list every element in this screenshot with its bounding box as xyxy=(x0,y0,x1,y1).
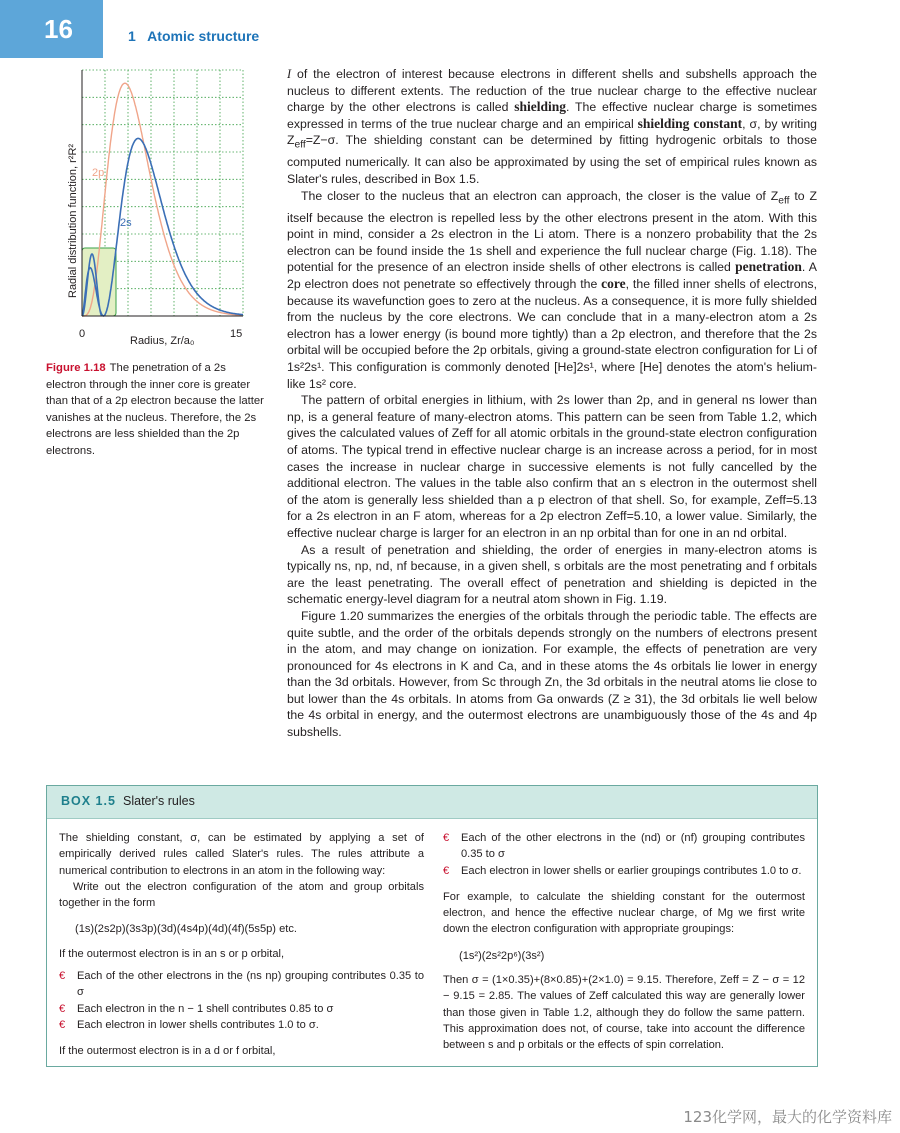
term-shielding: shielding xyxy=(514,99,566,115)
df-rule-1-text: Each of the other electrons in the (nd) or (nf) grouping contributes 0.35 to σ xyxy=(461,832,805,861)
sp-rule-1-text: Each of the other electrons in the (ns np) grouping contributes 0.35 to σ xyxy=(77,970,424,999)
figure-1-18 xyxy=(60,62,275,362)
box-sp-rule-2 xyxy=(59,1001,424,1017)
paragraph-3: The pattern of orbital energies in lithium, with 2s lower than 2p, and in general ns lower than np, is a general feature of many-electron atoms. This pattern can be seen from Table 1.2, which gives the calculated values of Zeff for all atomic orbitals in the ground-state electron configuration of atoms. The typical trend in effective nuclear charge is an increase across a period, for in most cases the increase in nuclear charge in successive elements is not fully cancelled by the additional electron. The values in the table also confirm that an s electron in the outermost shell of the atom is generally less shielded than a p electron of that shell. So, for example, Zeff=5.13 for a 2s electron in an F atom, whereas for a 2p electron Zeff=5.10, a lower value. Similarly, the effective nuclear charge is larger for an electron in an np orbital than for one in an nd orbital. xyxy=(287,393,817,540)
box-right-column xyxy=(443,830,805,1054)
box-sp-rule-3 xyxy=(59,1017,424,1033)
box-grouping-formula: (1s)(2s2p)(3s3p)(3d)(4s4p)(4d)(4f)(5s5p) etc. xyxy=(75,923,297,936)
term-shielding-constant: shielding constant xyxy=(637,115,743,131)
x-tick-15: 15 xyxy=(230,328,243,340)
bullet-icon: € xyxy=(443,864,450,877)
p2-text-b: to Z itself because the electron is repelled less by the other electrons present in the atom. With this point in mind, consider a 2s electron in the Li atom. There is a nonzero probability that the 2s electron can be found inside the 1s shell and experience the full nuclear charge (Fig. 1.18). The potential for the presence of an electron inside shells of other electrons is called xyxy=(287,188,817,275)
main-text xyxy=(287,66,817,741)
box-instruction: Write out the electron configuration of the atom and group orbitals together in the form xyxy=(59,880,424,910)
figure-label: Figure 1.18 xyxy=(46,362,106,374)
y-axis-label: Radial distribution function, r²R² xyxy=(67,143,79,298)
box-example-result: Then σ = (1×0.35)+(8×0.85)+(2×1.0) = 9.15. Therefore, Zeff = Z − σ = 12 − 9.15 = 2.85. The values of Zeff calculated this way are generally lower than those given in Table 1.2, although they do follow the same pattern. This approximation does not, of course, take into account the difference between s and p orbitals or the effects of spin correlation. xyxy=(443,974,805,1052)
box-intro: The shielding constant, σ, can be estimated by applying a set of empirically derived rules called Slater's rules. The rules attribute a numerical contribution to electrons in an atom in the following way: xyxy=(59,832,424,877)
p1-text-a: of the electron of interest because electrons in different shells and subshells approach the nucleus to different extents. The reduction of the true nuclear charge to the effective nuclear charge by the other electrons is called xyxy=(287,67,817,115)
bullet-icon: € xyxy=(59,1018,66,1031)
figure-caption xyxy=(46,360,266,459)
box-example-config: (1s²)(2s²2p⁶)(3s²) xyxy=(459,949,545,962)
p2-sub-eff: eff xyxy=(778,195,790,207)
p1-sub-eff: eff xyxy=(294,139,306,151)
bullet-icon: € xyxy=(443,832,450,844)
p2-text-a: The closer to the nucleus that an electron can approach, the closer is the value of Z xyxy=(301,188,779,203)
box-tag: BOX 1.5 xyxy=(61,794,116,808)
p2-text-c: . A 2p electron does not penetrate so effectively through the xyxy=(287,260,818,292)
bullet-icon: € xyxy=(59,1002,66,1015)
label-2p: 2p xyxy=(92,167,105,179)
paragraph-2 xyxy=(287,188,817,393)
box-df-rule-2 xyxy=(443,863,805,879)
p1-text-d: =Z−σ. The shielding constant can be determined by fitting hydrogenic orbitals to those computed numerically. It can also be approximated by using the set of empirical rules known as Slater's rules, described in Box 1.5. xyxy=(287,133,817,187)
term-penetration: penetration xyxy=(735,259,802,275)
chapter-title: Atomic structure xyxy=(147,28,260,44)
figure-caption-text: The penetration of a 2s electron through the inner core is greater than that of a 2p electron because the latter vanishes at the nucleus. Therefore, the 2s electrons are less shielded than the 2p electrons. xyxy=(46,362,264,457)
label-2s: 2s xyxy=(120,217,132,229)
term-core: core xyxy=(601,276,626,292)
box-sp-rule-1 xyxy=(59,968,424,1001)
watermark: 123化学网，最大的化学资料库 xyxy=(683,1108,892,1126)
x-tick-0: 0 xyxy=(79,328,86,340)
sp-rule-3-text: Each electron in lower shells contributes 1.0 to σ. xyxy=(77,1018,319,1031)
box-sp-heading: If the outermost electron is in an s or p orbital, xyxy=(59,947,285,960)
box-df-rule-1 xyxy=(443,830,805,863)
p1-text-b: . The effective nuclear charge is sometimes expressed in terms of the true nuclear charge and an empirical xyxy=(287,100,818,131)
radial-distribution-plot xyxy=(60,62,275,362)
page-number: 16 xyxy=(44,14,73,44)
box-df-heading: If the outermost electron is in a d or f orbital, xyxy=(59,1045,276,1058)
box-title: Slater's rules xyxy=(123,794,195,808)
paragraph-1: I of the electron of interest because electrons in different shells and subshells approach the nucleus to different extents. The reduction of the true nuclear charge to the effective nuclear charge by the other electrons is called shielding. The effective nuclear charge is sometimes expressed in terms of the true nuclear charge and an empirical shielding constant, σ, by writing $Z_{eff}=Z-\sigma$. The shielding constant can be determined by fitting hydrogenic orbitals to those computed numerically. It can also be approximated by using the set of empirical rules known as Slater's rules, described in Box 1.5. xyxy=(287,67,818,187)
box-left-column xyxy=(59,830,424,1060)
x-axis-label: Radius, Zr/a₀ xyxy=(130,335,195,347)
chapter-heading xyxy=(128,28,259,44)
sp-rule-2-text: Each electron in the n − 1 shell contributes 0.85 to σ xyxy=(77,1002,334,1015)
paragraph-5: Figure 1.20 summarizes the energies of the orbitals through the periodic table. The effects are quite subtle, and the order of the orbitals depends strongly on the numbers of electrons present in the atom, and may change on ionization. For example, the effects of penetration are very pronounced for 4s electrons in K and Ca, and in these atoms the 4s orbitals lie lower in energy than the 3d orbitals. However, from Sc through Zn, the 3d orbitals in the neutral atoms lie close to but lower than the 4s orbitals. In atoms from Ga onwards (Z ≥ 31), the 3d orbitals lie well below the 4s orbital in energy, and the outermost electrons are unambiguously those of the 4s and 4p subshells. xyxy=(287,608,817,740)
box-header xyxy=(47,786,817,819)
paragraph-4: As a result of penetration and shielding, the order of energies in many-electron atoms is typically ns, np, nd, nf because, in a given shell, s orbitals are the most penetrating and f orbitals are the least penetrating. The overall effect of penetration and shielding is depicted in the schematic energy-level diagram for a neutral atom shown in Fig. 1.19. xyxy=(287,542,817,607)
chapter-number: 1 xyxy=(128,28,136,44)
box-slaters-rules xyxy=(46,785,818,1067)
p1-text-c: , σ, by writing Z xyxy=(287,116,817,148)
df-rule-2-text: Each electron in lower shells or earlier groupings contributes 1.0 to σ. xyxy=(461,864,802,877)
box-example-intro: For example, to calculate the shielding constant for the outermost electron, and hence the effective nuclear charge, of Mg we first write down the electron configuration with appropriate groupings: xyxy=(443,890,805,936)
p2-text-d: , the filled inner shells of electrons, because its wavefunction goes to zero at the nucleus. As a consequence, it is more fully shielded from the nucleus by the core electrons. We can conclude that in a many-electron atom a 2s electron has a lower energy (is bound more tightly) than a 2p electron, and therefore that the 2s orbital will be occupied before the 2p orbitals, giving a ground-state electron configuration for Li of 1s²2s¹. This configuration is commonly denoted [He]2s¹, where [He] denotes the atom's helium-like 1s² core. xyxy=(287,277,817,391)
bullet-icon: € xyxy=(59,970,66,983)
